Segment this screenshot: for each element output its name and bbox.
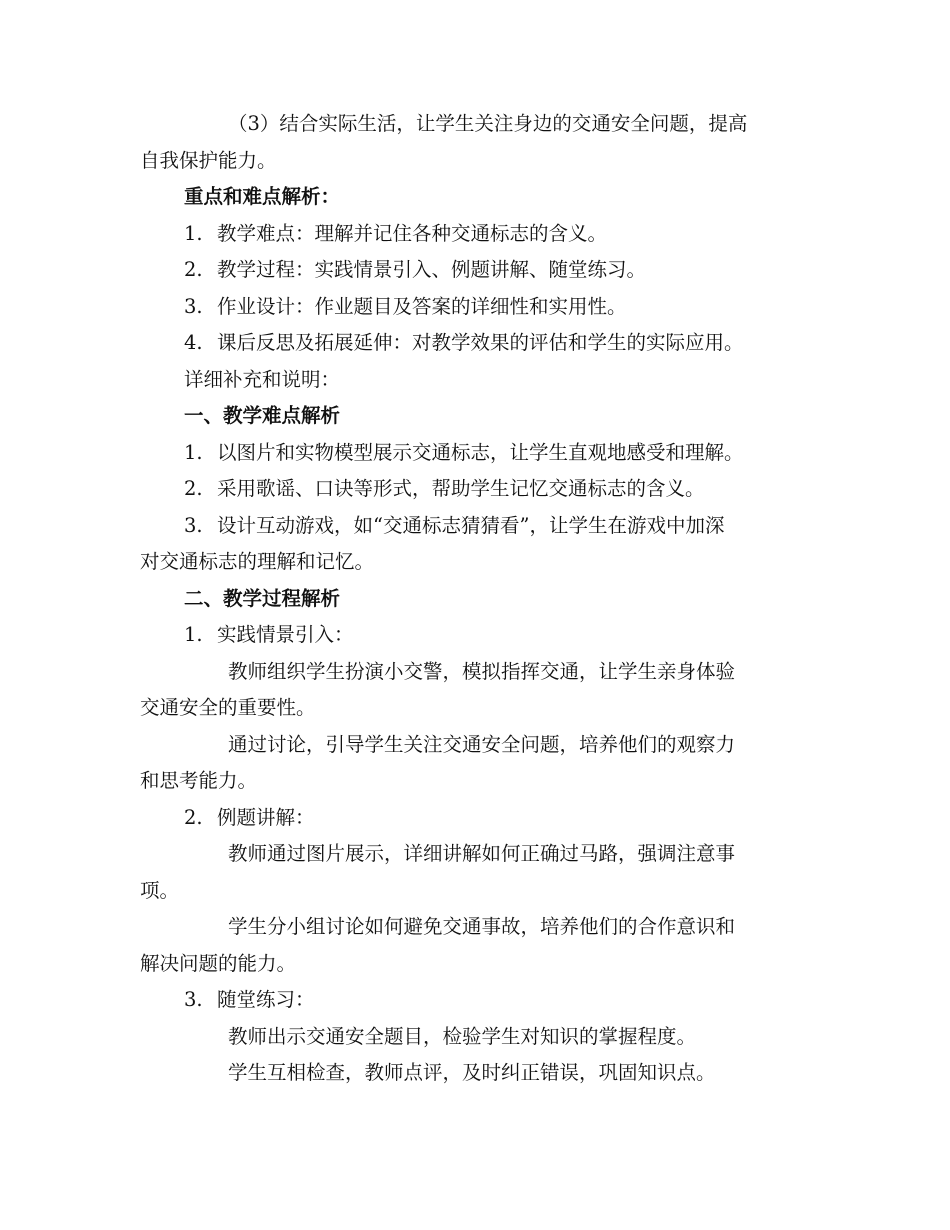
list-number: 1. [184,221,203,245]
list-number: 3. [184,988,203,1011]
line-text: 学生互相检查，教师点评，及时纠正错误，巩固知识点。 [228,1061,716,1084]
line-text: 自我保护能力。 [140,148,277,172]
text-line [140,289,808,326]
line-text: 随堂练习： [217,988,315,1011]
section-heading [140,581,808,618]
line-text: 一、教学难点解析 [184,404,341,427]
list-number: 3. [184,513,203,537]
text-line [140,654,808,691]
text-line [140,325,808,362]
list-number: 1. [184,440,203,464]
text-line [140,435,808,472]
line-text: 通过讨论，引导学生关注交通安全问题，培养他们的观察力 [228,732,736,756]
list-number: 1. [184,623,203,646]
line-text: 项。 [140,878,180,902]
line-text: 交通安全的重要性。 [140,696,316,719]
line-text: 课后反思及拓展延伸：对教学效果的评估和学生的实际应用。 [217,331,744,354]
text-line [140,1055,808,1092]
text-line [140,508,808,545]
line-text: 以图片和实物模型展示交通标志，让学生直观地感受和理解。 [217,440,744,464]
line-text: 实践情景引入： [217,623,354,646]
text-line [140,471,808,508]
line-text: 教学难点：理解并记住各种交通标志的含义。 [217,221,608,245]
text-line [140,252,808,289]
line-text: 教师组织学生扮演小交警，模拟指挥交通，让学生亲身体验 [228,659,736,683]
text-line [140,362,808,399]
line-text: 学生分小组讨论如何避免交通事故，培养他们的合作意识和 [228,915,736,938]
text-line [140,873,808,910]
text-line [140,617,808,654]
text-line [140,106,808,143]
text-line [140,763,808,800]
list-number: 3. [184,294,203,318]
text-line [140,1019,808,1056]
text-line [140,690,808,727]
list-number: 4. [184,331,203,354]
document-body [140,106,808,1092]
line-text: 教师出示交通安全题目，检验学生对知识的掌握程度。 [228,1024,697,1048]
line-text: 教师通过图片展示，详细讲解如何正确过马路，强调注意事 [228,842,736,865]
line-text: 采用歌谣、口诀等形式，帮助学生记忆交通标志的含义。 [217,477,705,500]
line-text: 对交通标志的理解和记忆。 [140,550,375,573]
line-text: 二、教学过程解析 [184,586,341,610]
line-text: 作业设计：作业题目及答案的详细性和实用性。 [217,294,627,318]
text-line [140,216,808,253]
section-heading [140,179,808,216]
list-number: 2. [184,805,203,829]
text-line [140,982,808,1019]
text-line [140,836,808,873]
line-text: 设计互动游戏，如“交通标志猜猜看”，让学生在游戏中加深 [217,513,725,537]
list-number: 2. [184,477,203,500]
text-line [140,946,808,983]
line-text: 教学过程：实践情景引入、例题讲解、随堂练习。 [217,258,647,281]
line-text: （3）结合实际生活，让学生关注身边的交通安全问题，提高 [228,112,748,135]
list-number: 2. [184,258,203,281]
line-text: 重点和难点解析： [184,185,341,208]
line-text: 解决问题的能力。 [140,951,297,975]
text-line [140,143,808,180]
text-line [140,727,808,764]
text-line [140,544,808,581]
section-heading [140,398,808,435]
line-text: 详细补充和说明： [184,367,341,391]
line-text: 例题讲解： [217,805,315,829]
text-line [140,800,808,837]
text-line [140,909,808,946]
line-text: 和思考能力。 [140,769,258,792]
